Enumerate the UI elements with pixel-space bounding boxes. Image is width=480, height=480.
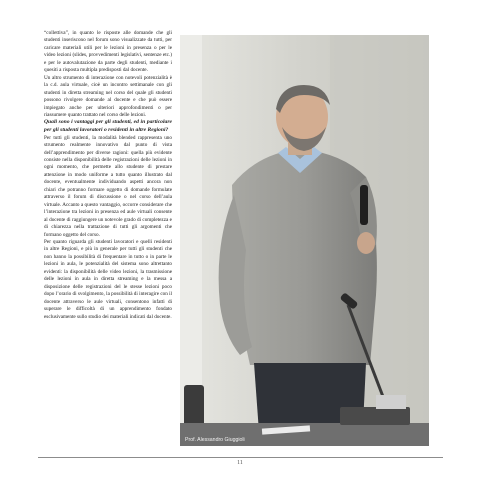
article-paragraph: Un altro strumento di interazione con notevoli potenzialità è la c.d. aula virtuale, cioè un incontro settimanale con gli studenti in diretta streaming nel corso del quale gli studenti possono rivolgere domande al docente e che può essere impiegato anche per ulteriori approfondimenti o per riassumere quanto trattato nel corso delle lezioni. [44, 74, 172, 118]
footer-divider [38, 457, 443, 458]
article-text-column [44, 30, 172, 321]
speaker-photo [180, 35, 429, 446]
interview-question: Quali sono i vantaggi per gli studenti, ed in particolare per gli studenti lavoratori o residenti in altre Regioni? [44, 119, 172, 134]
speaker-photo-illustration [180, 35, 429, 446]
article-paragraph: Per tutti gli studenti, la modalità blended rappresenta uno strumento realmente innovativo dal punto di vista dell’apprendimento per diverse ragioni: quella più evidente consiste nella disponibilità delle registrazioni delle lezioni in ogni momento, che permette allo studente di prestare attenzione in modo uniforme a tutto quanto illustrato dal docente, eventualmente individuando aspetti ancora non chiari che potranno formare oggetto di domande formulate attraverso il forum di discussione o nel corso dell’aula virtuale. Accanto a questo vantaggio, occorre considerare che l’interazione tra lezioni in presenza ed aule virtuali consente al docente di raggiungere un notevole grado di completezza e di chiarezza nella trattazione di tutti gli argomenti che formano oggetto del corso. [44, 134, 172, 238]
photo-caption: Prof. Alessandro Giuggioli [185, 437, 245, 443]
article-paragraph: Per quanto riguarda gli studenti lavoratori e quelli residenti in altre Regioni, e più in generale per tutti gli studenti che non hanno la possibilità di frequentare in tutto o in parte le lezioni in aula, le potenzialità del sistema sono altrettanto evidenti: la disponibilità delle video lezioni, la trasmissione delle lezioni in aula in diretta streaming e la messa a disposizione delle registrazioni del le stesse lezioni poco dopo l’orario di svolgimento, la possibilità di interagire con il docente attraverso le aule virtuali, consentono infatti di superare le difficoltà di un apprendimento fondato esclusivamente sullo studio dei materiali indicati dal docente. [44, 238, 172, 320]
article-paragraph: “collettiva”, in quanto le risposte alle domande che gli studenti inseriscono nel forum sono visualizzate da tutti, per caricare materiali utili per le lezioni in presenza o per le video lezioni (slides, provvedimenti legislativi, sentenze etc.) e per le autovalutazione da parte degli studenti, mediante i quesiti a risposta multipla predisposti dal docente. [44, 30, 172, 74]
page-number: 11 [237, 460, 243, 466]
